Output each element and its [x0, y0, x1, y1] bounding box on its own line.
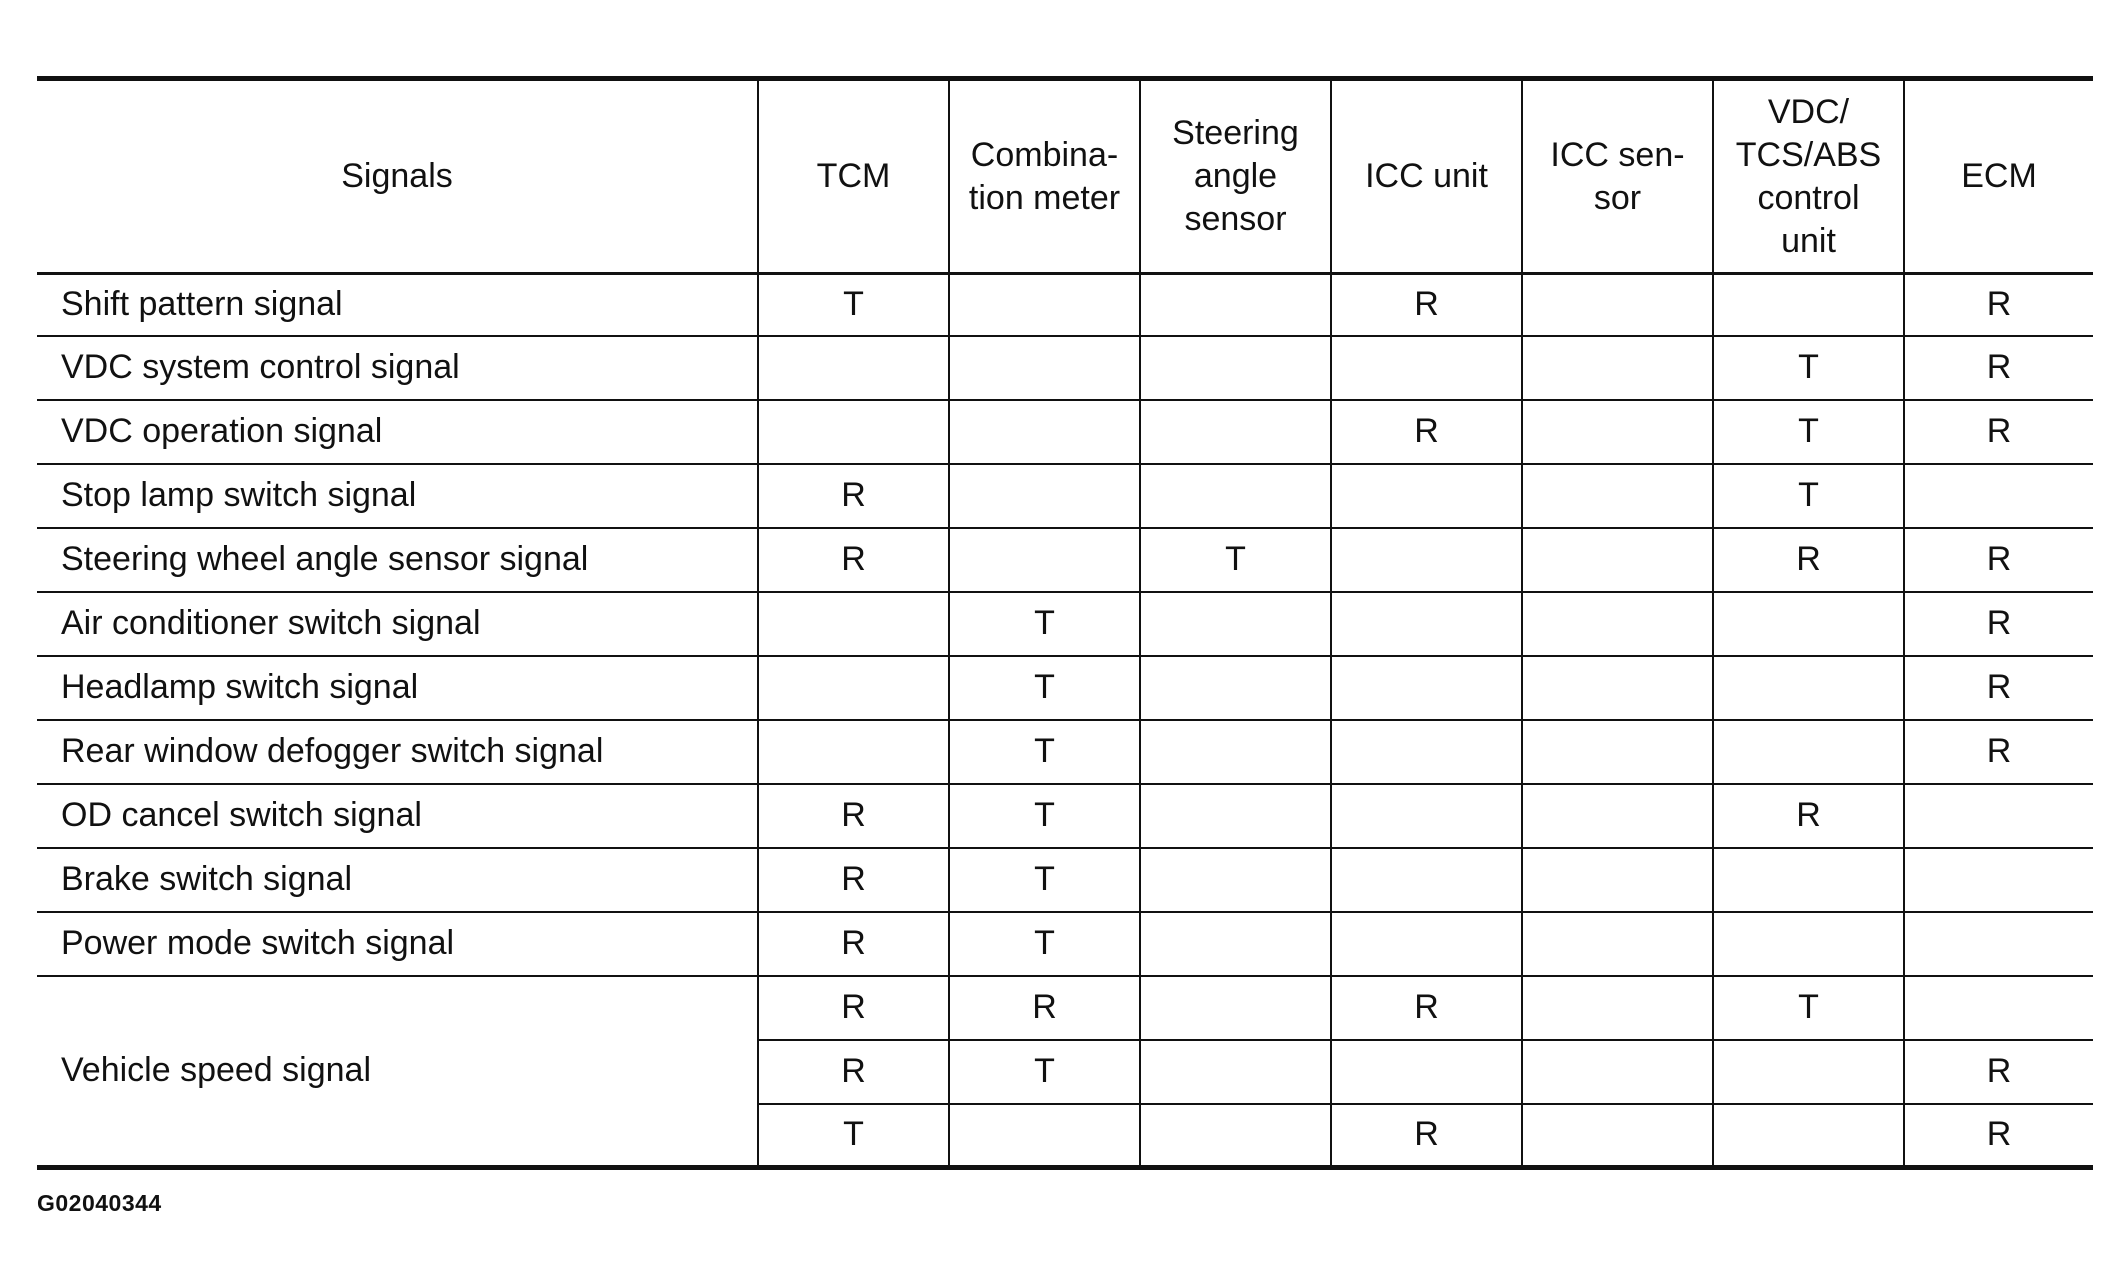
signal-name-cell: VDC operation signal [37, 400, 758, 464]
cell-ecm [1904, 976, 2093, 1040]
signal-name-cell: Rear window defogger switch signal [37, 720, 758, 784]
cell-steering-angle-sensor [1140, 1104, 1331, 1168]
cell-ecm: R [1904, 656, 2093, 720]
cell-ecm [1904, 784, 2093, 848]
header-ecm: ECM [1904, 79, 2093, 274]
table-row [37, 912, 2093, 976]
cell-vdc-tcs-abs-control-unit: T [1713, 400, 1904, 464]
table-header-row [37, 79, 2093, 274]
cell-vdc-tcs-abs-control-unit: R [1713, 784, 1904, 848]
cell-icc-unit: R [1331, 976, 1522, 1040]
cell-steering-angle-sensor [1140, 784, 1331, 848]
cell-icc-unit [1331, 1040, 1522, 1104]
cell-combination-meter [949, 336, 1140, 400]
cell-icc-sensor [1522, 784, 1713, 848]
cell-vdc-tcs-abs-control-unit: T [1713, 976, 1904, 1040]
table-row [37, 784, 2093, 848]
cell-tcm: R [758, 784, 949, 848]
cell-icc-unit [1331, 656, 1522, 720]
cell-vdc-tcs-abs-control-unit: R [1713, 528, 1904, 592]
cell-ecm: R [1904, 274, 2093, 336]
cell-icc-sensor [1522, 400, 1713, 464]
table-row [37, 656, 2093, 720]
cell-steering-angle-sensor [1140, 274, 1331, 336]
cell-steering-angle-sensor [1140, 656, 1331, 720]
table-row [37, 336, 2093, 400]
header-steering-angle-sensor: Steering angle sensor [1140, 79, 1331, 274]
signal-name-cell: Air conditioner switch signal [37, 592, 758, 656]
header-vdc-tcs-abs-control-unit: VDC/ TCS/ABS control unit [1713, 79, 1904, 274]
header-icc-sensor: ICC sen- sor [1522, 79, 1713, 274]
cell-combination-meter [949, 1104, 1140, 1168]
cell-combination-meter: T [949, 1040, 1140, 1104]
cell-combination-meter [949, 400, 1140, 464]
signal-name-cell: Vehicle speed signal [37, 976, 758, 1168]
header-signals: Signals [37, 79, 758, 274]
cell-ecm: R [1904, 400, 2093, 464]
cell-vdc-tcs-abs-control-unit [1713, 912, 1904, 976]
cell-icc-sensor [1522, 274, 1713, 336]
cell-steering-angle-sensor [1140, 848, 1331, 912]
table-row [37, 720, 2093, 784]
cell-ecm: R [1904, 528, 2093, 592]
cell-steering-angle-sensor: T [1140, 528, 1331, 592]
header-tcm: TCM [758, 79, 949, 274]
cell-icc-unit [1331, 336, 1522, 400]
cell-tcm: R [758, 464, 949, 528]
cell-combination-meter [949, 274, 1140, 336]
signal-name-cell: Stop lamp switch signal [37, 464, 758, 528]
cell-ecm: R [1904, 1040, 2093, 1104]
cell-tcm: R [758, 1040, 949, 1104]
cell-vdc-tcs-abs-control-unit [1713, 848, 1904, 912]
table-row [37, 464, 2093, 528]
cell-combination-meter: T [949, 720, 1140, 784]
cell-steering-angle-sensor [1140, 464, 1331, 528]
cell-vdc-tcs-abs-control-unit [1713, 1104, 1904, 1168]
cell-icc-unit: R [1331, 274, 1522, 336]
cell-icc-sensor [1522, 656, 1713, 720]
cell-tcm: T [758, 274, 949, 336]
header-combination-meter: Combina- tion meter [949, 79, 1140, 274]
figure-id: G02040344 [37, 1190, 162, 1216]
cell-icc-sensor [1522, 464, 1713, 528]
cell-steering-angle-sensor [1140, 1040, 1331, 1104]
header-icc-unit: ICC unit [1331, 79, 1522, 274]
cell-combination-meter: T [949, 656, 1140, 720]
cell-combination-meter: T [949, 784, 1140, 848]
cell-ecm: R [1904, 1104, 2093, 1168]
cell-vdc-tcs-abs-control-unit [1713, 656, 1904, 720]
cell-icc-unit: R [1331, 1104, 1522, 1168]
cell-combination-meter [949, 464, 1140, 528]
cell-combination-meter [949, 528, 1140, 592]
cell-tcm [758, 720, 949, 784]
table-row [37, 274, 2093, 336]
cell-ecm [1904, 912, 2093, 976]
cell-steering-angle-sensor [1140, 336, 1331, 400]
table-body [37, 274, 2093, 1168]
cell-vdc-tcs-abs-control-unit [1713, 592, 1904, 656]
cell-tcm: R [758, 528, 949, 592]
cell-tcm [758, 592, 949, 656]
cell-tcm: R [758, 848, 949, 912]
cell-ecm: R [1904, 336, 2093, 400]
cell-icc-sensor [1522, 336, 1713, 400]
cell-vdc-tcs-abs-control-unit [1713, 274, 1904, 336]
cell-icc-sensor [1522, 1040, 1713, 1104]
cell-tcm: R [758, 976, 949, 1040]
cell-icc-unit [1331, 720, 1522, 784]
cell-tcm: R [758, 912, 949, 976]
cell-vdc-tcs-abs-control-unit: T [1713, 464, 1904, 528]
cell-icc-sensor [1522, 848, 1713, 912]
signal-name-cell: Steering wheel angle sensor signal [37, 528, 758, 592]
cell-vdc-tcs-abs-control-unit: T [1713, 336, 1904, 400]
cell-icc-unit [1331, 848, 1522, 912]
cell-combination-meter: T [949, 848, 1140, 912]
cell-icc-sensor [1522, 912, 1713, 976]
table-row [37, 400, 2093, 464]
cell-icc-sensor [1522, 1104, 1713, 1168]
cell-icc-unit [1331, 528, 1522, 592]
cell-icc-unit [1331, 464, 1522, 528]
table-row [37, 848, 2093, 912]
cell-ecm: R [1904, 592, 2093, 656]
cell-ecm: R [1904, 720, 2093, 784]
signal-name-cell: Brake switch signal [37, 848, 758, 912]
table-row [37, 528, 2093, 592]
can-signal-table [37, 76, 2093, 1170]
cell-icc-sensor [1522, 592, 1713, 656]
table-row [37, 592, 2093, 656]
cell-tcm [758, 400, 949, 464]
cell-combination-meter: T [949, 592, 1140, 656]
cell-tcm: T [758, 1104, 949, 1168]
cell-icc-unit [1331, 784, 1522, 848]
cell-vdc-tcs-abs-control-unit [1713, 720, 1904, 784]
signal-name-cell: OD cancel switch signal [37, 784, 758, 848]
cell-steering-angle-sensor [1140, 976, 1331, 1040]
cell-ecm [1904, 848, 2093, 912]
cell-ecm [1904, 464, 2093, 528]
cell-vdc-tcs-abs-control-unit [1713, 1040, 1904, 1104]
signal-name-cell: Shift pattern signal [61, 285, 343, 324]
cell-combination-meter: R [949, 976, 1140, 1040]
cell-steering-angle-sensor [1140, 592, 1331, 656]
table-row-vehicle-speed [37, 976, 2093, 1040]
cell-combination-meter: T [949, 912, 1140, 976]
signal-name-cell: VDC system control signal [37, 336, 758, 400]
signal-name-cell: Power mode switch signal [37, 912, 758, 976]
cell-tcm [758, 336, 949, 400]
signal-name-cell: Headlamp switch signal [37, 656, 758, 720]
cell-steering-angle-sensor [1140, 720, 1331, 784]
cell-icc-sensor [1522, 976, 1713, 1040]
cell-steering-angle-sensor [1140, 912, 1331, 976]
cell-icc-unit: R [1331, 400, 1522, 464]
cell-icc-unit [1331, 592, 1522, 656]
cell-steering-angle-sensor [1140, 400, 1331, 464]
cell-icc-sensor [1522, 720, 1713, 784]
cell-icc-sensor [1522, 528, 1713, 592]
cell-icc-unit [1331, 912, 1522, 976]
cell-tcm [758, 656, 949, 720]
